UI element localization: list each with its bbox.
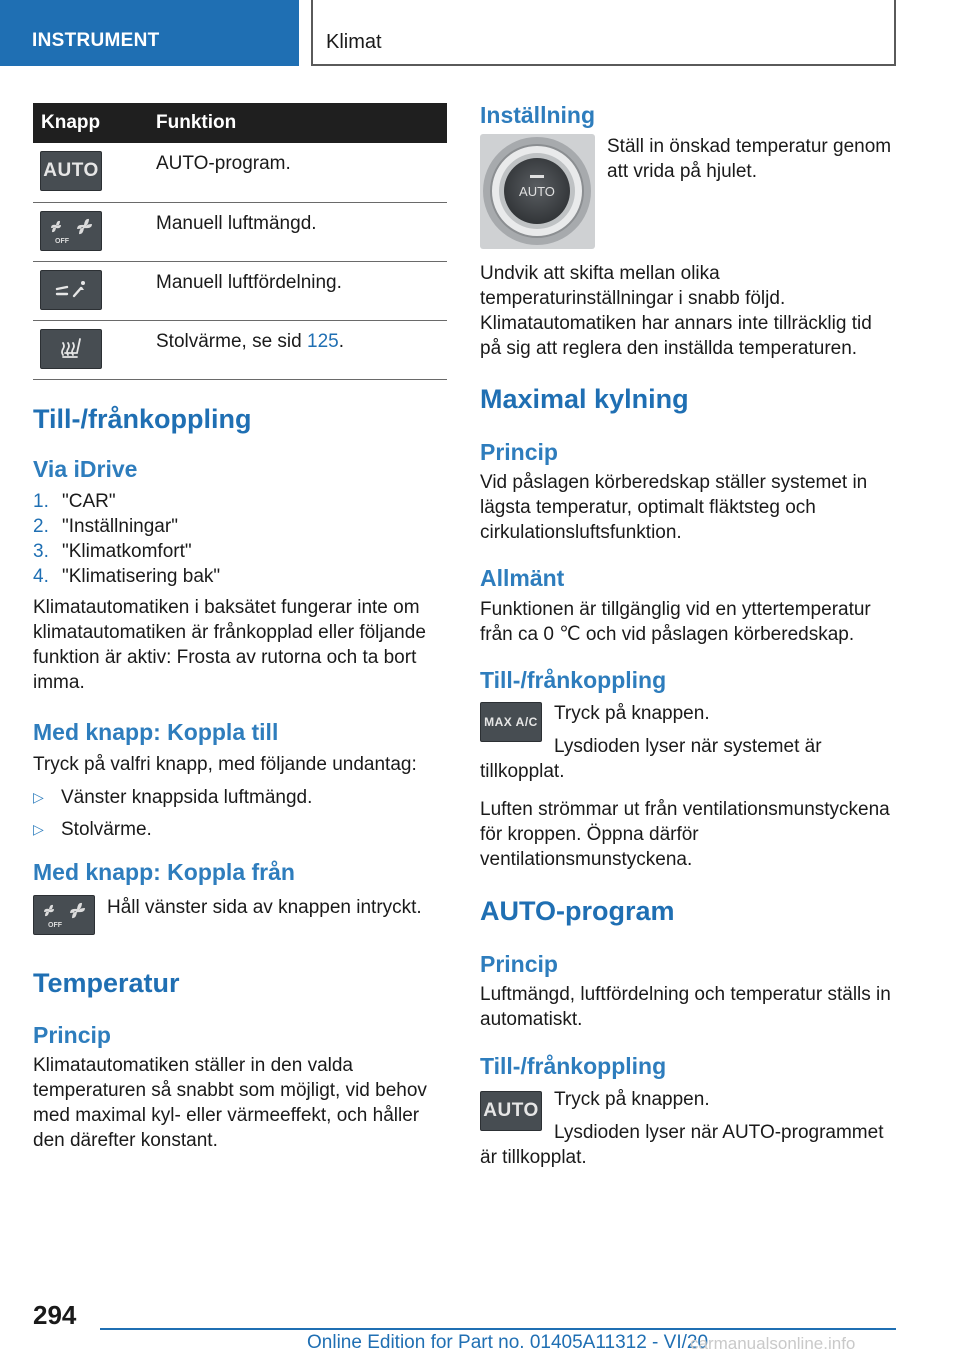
- heading-onoff: Till-/frånkoppling: [33, 403, 252, 434]
- auto-press-text: Tryck på knappen.: [554, 1089, 710, 1111]
- air-distribution-button-icon: [40, 270, 102, 310]
- heading-auto-program: AUTO-program: [480, 895, 675, 926]
- table-row: [33, 143, 447, 202]
- left-column: [33, 103, 447, 1153]
- table-cell: Manuell luftmängd.: [156, 202, 447, 261]
- heading-auto-princip: Princip: [480, 950, 558, 977]
- table-cell: Stolvärme, se sid 125.: [156, 320, 447, 379]
- section-title: INSTRUMENT: [32, 30, 160, 51]
- table-cell: Manuell luftfördelning.: [156, 261, 447, 320]
- heading-mc-princip: Princip: [480, 438, 558, 465]
- heading-via-idrive: Via iDrive: [33, 456, 138, 483]
- auto-block: [480, 1087, 898, 1170]
- triangle-bullet-icon: ▷: [33, 820, 44, 837]
- setting-block: [480, 134, 898, 249]
- setting-paragraph: Ställ in önskad temperatur genom att vrida på hjulet.: [607, 136, 892, 183]
- button-off-paragraph: Håll vänster sida av knappen intryckt.: [107, 897, 422, 919]
- col-header-knapp: Knapp: [33, 103, 156, 143]
- temperature-paragraph: Klimatautomatiken ställer in den valda temperaturen så snabbt som möjligt, vid behov med maximal kyl- eller värmeeffekt, och håller den därefter konstant.: [33, 1055, 427, 1152]
- mc-princip-paragraph: Vid påslagen körberedskap ställer systemet in lägsta temperatur, optimalt fläktsteg och cirkulationsluftsfunktion.: [480, 472, 868, 544]
- exception-list: [33, 785, 447, 842]
- max-ac-block: [480, 701, 898, 784]
- idrive-steps: [33, 489, 447, 589]
- setting-paragraph-2: Undvik att skifta mellan olika temperaturinställningar i snabb följd. Klimatautomatiken har annars inte tillräcklig tid på sig att reglera den inställda temperaturen.: [480, 263, 872, 360]
- mc-general-paragraph: Funktionen är tillgänglig vid en yttertemperatur från ca 0 ℃ och vid påslagen körberedskap.: [480, 598, 871, 645]
- mc-press-text: Tryck på knappen.: [554, 702, 710, 724]
- auto-button-icon: AUTO: [480, 1091, 542, 1131]
- fan-off-button-icon: [33, 895, 95, 935]
- button-function-table: [33, 103, 447, 380]
- footer-rule: [100, 1328, 896, 1330]
- table-row: [33, 261, 447, 320]
- auto-led-text: Lysdioden lyser när AUTO-programmet är tillkopplat.: [480, 1122, 884, 1169]
- idrive-paragraph: Klimatautomatiken i baksätet fungerar inte om klimatautomatiken är frånkopplad eller följande funktion är aktiv: Frosta av rutorna och ta bort imma.: [33, 597, 426, 694]
- chapter-tab: [311, 0, 896, 66]
- mc-air-paragraph: Luften strömmar ut från ventilationsmunstyckena för kroppen. Öppna därför ventilationsmunstyckena.: [480, 798, 890, 870]
- chapter-title: Klimat: [326, 31, 382, 53]
- table-header-row: [33, 103, 447, 143]
- heading-temp-princip: Princip: [33, 1021, 111, 1048]
- svg-text:AUTO: AUTO: [519, 184, 555, 200]
- list-item: 1. "CAR": [33, 491, 116, 513]
- heading-setting: Inställning: [480, 102, 595, 128]
- heading-button-on: Med knapp: Koppla till: [33, 719, 279, 746]
- edition-text: Online Edition for Part no. 01405A11312 - VI/20: [307, 1332, 709, 1353]
- heading-max-cooling: Maximal kylning: [480, 384, 689, 415]
- svg-text:OFF: OFF: [55, 237, 69, 245]
- heading-auto-onoff: Till-/frånkoppling: [480, 1052, 667, 1079]
- button-off-block: [33, 895, 447, 935]
- auto-button-icon: AUTO: [40, 151, 102, 191]
- max-ac-button-icon: MAX A/C: [480, 702, 542, 742]
- seat-heating-button-icon: [40, 329, 102, 369]
- list-item: 4. "Klimatisering bak": [33, 566, 221, 588]
- table-row: [33, 320, 447, 379]
- list-item: 2. "Inställningar": [33, 516, 178, 538]
- heading-mc-general: Allmänt: [480, 565, 565, 592]
- heading-temperature: Temperatur: [33, 968, 180, 999]
- table-cell: AUTO-program.: [156, 143, 447, 202]
- heading-mc-onoff: Till-/frånkoppling: [480, 666, 667, 693]
- mc-led-text: Lysdioden lyser när systemet är tillkopplat.: [480, 735, 822, 782]
- list-item: 3. "Klimatkomfort": [33, 541, 192, 563]
- heading-button-off: Med knapp: Koppla från: [33, 858, 295, 885]
- page-number: 294: [33, 1300, 77, 1330]
- triangle-bullet-icon: ▷: [33, 788, 44, 805]
- page-link[interactable]: 125: [307, 330, 339, 352]
- section-tab: [0, 0, 299, 66]
- right-column: [480, 103, 898, 1170]
- svg-text:OFF: OFF: [48, 922, 62, 930]
- table-row: [33, 202, 447, 261]
- button-on-paragraph: Tryck på valfri knapp, med följande undantag:: [33, 753, 417, 775]
- temperature-knob-image: [480, 134, 595, 249]
- list-item: ▷ Vänster knappsida luftmängd.: [33, 786, 313, 808]
- auto-princip-paragraph: Luftmängd, luftfördelning och temperatur ställs in automatiskt.: [480, 983, 891, 1030]
- list-item: ▷ Stolvärme.: [33, 818, 152, 840]
- fan-off-button-icon: [40, 211, 102, 251]
- col-header-funktion: Funktion: [156, 103, 447, 143]
- watermark: carmanualsonline.info: [690, 1334, 856, 1353]
